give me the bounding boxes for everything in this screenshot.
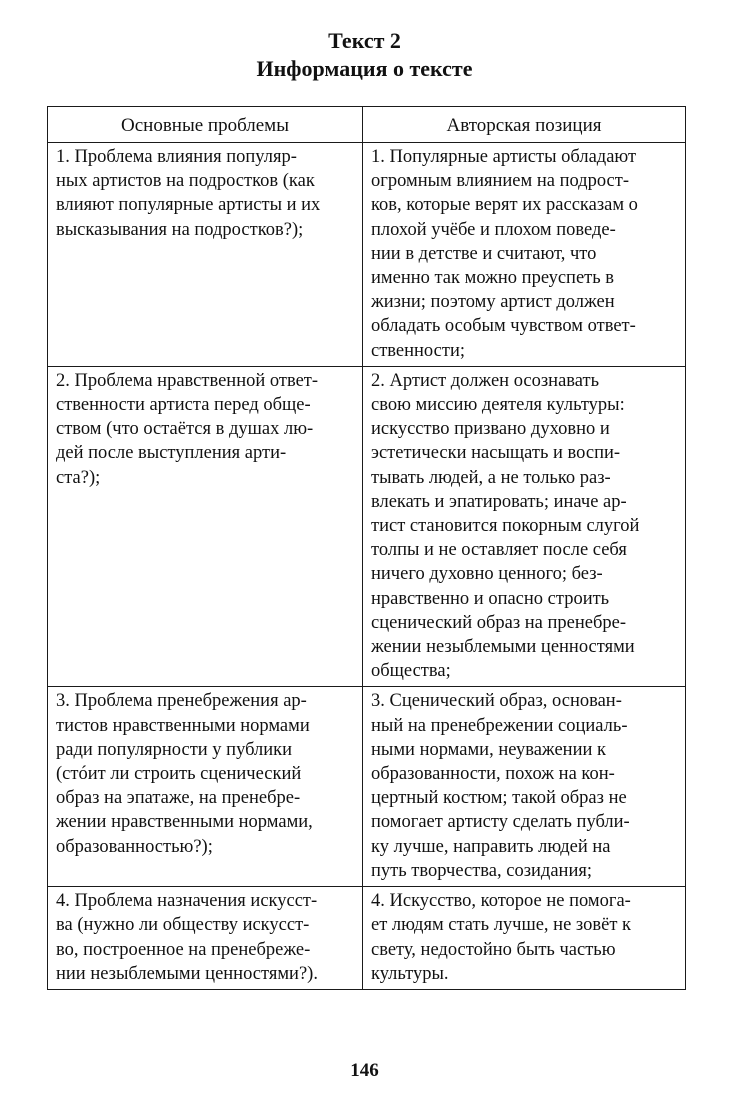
page-title: Текст 2 [328,28,401,53]
position-text: 3. Сценический образ, основан- ный на пренебрежении социаль- ными нормами, неуважении к образованности, похож на кон- цертный костюм; такой образ не помогает артисту сделать публи- ку лучше, направить людей на путь творчества, созидания; [371,691,630,881]
table-row [48,143,686,367]
position-text: 2. Артист должен осознавать свою миссию деятеля культуры: искусство призвано духовно и эстетически насыщать и воспи- тывать людей, а не только раз- влекать и эпатировать; иначе ар- тист становится покорным слугой толпы и не оставляет после себя ничего духовно ценного; без- нравственно и опасно строить сценический образ на пренебре- жении незыблемыми ценностями общества; [371,370,640,682]
problem-cell [48,143,363,367]
problem-cell [48,366,363,687]
position-cell [363,143,686,367]
problem-cell [48,687,363,887]
table-header-row [48,107,686,143]
info-table [47,106,686,990]
problem-text: 2. Проблема нравственной ответ- ственности артиста перед обще- ством (что остаётся в душах лю- дей после выступления арти- ста?); [56,370,319,488]
page-number: 146 [350,1060,379,1081]
column-header-problems: Основные проблемы [48,107,363,143]
problem-text: 4. Проблема назначения искусст- ва (нужно ли обществу искусст- во, построенное на пренебреже- нии незыблемыми ценностями?). [56,891,318,984]
position-cell [363,366,686,687]
problem-text: 3. Проблема пренебрежения ар- тистов нравственными нормами ради популярности у публики (стóит ли строить сценический образ на эпатаже, на пренебре- жении нравственными нормами, образованностью?); [56,691,313,857]
position-cell [363,687,686,887]
table-row [48,687,686,887]
position-cell [363,887,686,990]
position-text: 1. Популярные артисты обладают огромным влиянием на подрост- ков, которые верят их рассказам о плохой учёбе и плохом поведе- нии в детстве и считают, что именно так можно преуспеть в жизни; поэтому артист должен обладать особым чувством ответ- ственности; [371,147,638,361]
column-header-author-position: Авторская позиция [363,107,686,143]
problem-cell [48,887,363,990]
table-row [48,887,686,990]
page-subtitle: Информация о тексте [256,56,473,81]
problem-text: 1. Проблема влияния популяр- ных артистов на подростков (как влияют популярные артисты и их высказывания на подростков?); [56,147,321,240]
position-text: 4. Искусство, которое не помога- ет людям стать лучше, не зовёт к свету, недостойно быть частью культуры. [371,891,632,984]
table-row [48,366,686,687]
